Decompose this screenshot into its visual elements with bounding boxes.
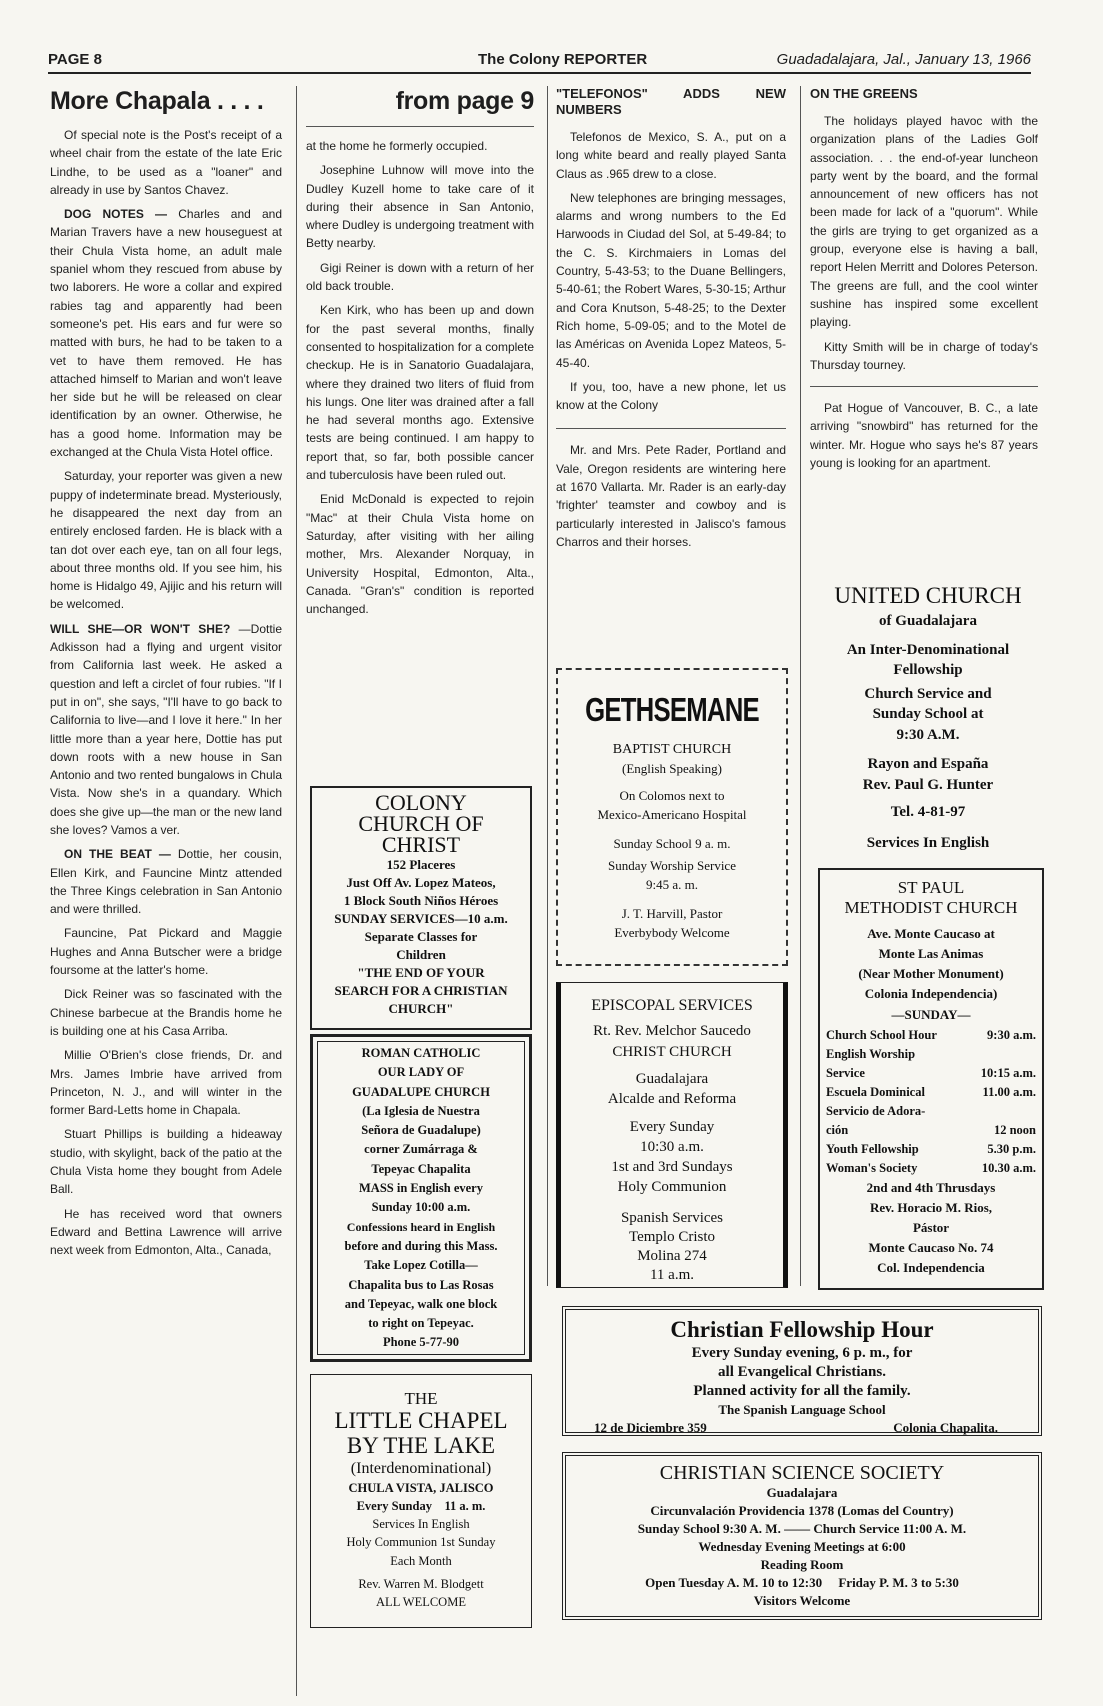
ad-line: The Spanish Language School	[718, 1402, 886, 1417]
subhead: ON THE BEAT —	[64, 847, 171, 862]
paragraph-text: —Dottie Adkisson had a flying and urgent visitor from California last week. He asked a question and left a circlet of four rubies. "If I put in on", she says, "I'll have to go back to California to live—and I love it here." In her little more than a year here, Dottie has put down roots with a new house in San Antonio and two rented bungalows in Chula Vista. Now she's in a quandary. Which does she give up—the man or the new land she loves? Vamos a ver.	[50, 621, 282, 837]
schedule-name: Service	[826, 1066, 865, 1080]
paragraph: Enid McDonald is expected to rejoin "Mac" at their Chula Vista home on Saturday, after visiting with her ailing mother, Mrs. Alexander Norquay, in University Hospital, Edmonton, Alta., Canada. "Gran's" condition is reported unchanged.	[306, 492, 534, 617]
ad-line: "THE END OF YOUR	[357, 965, 485, 980]
ad-title: THE	[404, 1389, 438, 1408]
ad-line: Colonia Independencia)	[864, 986, 998, 1001]
ad-line: Every Sunday 11 a. m.	[356, 1499, 486, 1513]
schedule-name: Youth Fellowship	[826, 1142, 919, 1156]
ad-line: Spanish Services	[620, 1210, 724, 1226]
paragraph-will-she	[50, 620, 282, 840]
schedule-row	[826, 1121, 1036, 1140]
schedule-time: 11.00 a.m.	[982, 1085, 1036, 1099]
paragraph: at the home he formerly occupied.	[306, 139, 488, 153]
paragraph-text: Dottie, her cousin, Ellen Kirk, and Fauncine Mintz attended the Three Kings celebration in San Antonio and were thrilled.	[50, 847, 282, 917]
ad-line: CHRIST CHURCH	[612, 1044, 732, 1060]
headline-from-page-9: from page 9	[395, 87, 534, 115]
ad-line: and Tepeyac, walk one block	[344, 1296, 498, 1311]
schedule-row	[826, 1045, 1036, 1064]
ad-st-paul-methodist	[818, 868, 1044, 1290]
ad-line: Services In English	[372, 1517, 470, 1531]
paragraph: Stuart Phillips is building a hideaway studio, with skylight, back of the patio at the Chula Vista home they bought from Adele Ball.	[50, 1127, 282, 1197]
ad-title: LITTLE CHAPEL	[334, 1408, 508, 1433]
ad-line: Reading Room	[760, 1557, 844, 1572]
ad-line: ROMAN CATHOLIC	[361, 1046, 481, 1060]
ad-line: Alcalde and Reforma	[607, 1091, 737, 1107]
ad-line: Children	[396, 947, 446, 962]
paragraph: Pat Hogue of Vancouver, B. C., a late arriving "snowbird" has returned for the winter. Mr. Hogue who says he's 87 years young is looking for an apartment.	[810, 401, 1038, 471]
ad-address: Colonia Chapalita.	[893, 1420, 998, 1435]
schedule-name: Escuela Dominical	[826, 1085, 925, 1099]
ad-line: Tel. 4-81-97	[890, 804, 966, 820]
ad-roman-catholic	[310, 1034, 532, 1362]
ad-line: Sunday Worship Service	[608, 858, 736, 873]
ad-line: corner Zumárraga &	[364, 1142, 478, 1157]
subhead: DOG NOTES —	[64, 207, 168, 222]
ad-line: EPISCOPAL SERVICES	[591, 997, 753, 1014]
ad-line: Señora de Guadalupe)	[361, 1123, 481, 1138]
schedule-name: Servicio de Adora-	[826, 1104, 926, 1118]
schedule-row	[826, 1064, 1036, 1083]
ad-line: Rayon and España	[867, 756, 989, 772]
ad-line: before and during this Mass.	[344, 1238, 498, 1253]
subhead-on-the-greens: ON THE GREENS	[810, 86, 918, 101]
ad-line: Phone 5-77-90	[382, 1335, 460, 1350]
ad-line: Fellowship	[893, 662, 963, 678]
paragraph-dog-notes	[50, 205, 282, 461]
ad-line: all Evangelical Christians.	[718, 1364, 886, 1380]
ad-line: Col. Independencia	[877, 1260, 985, 1275]
ad-line: 9:45 a. m.	[646, 877, 698, 892]
ad-address: 12 de Diciembre 359	[594, 1420, 707, 1435]
subhead-telefonos: "TELEFONOS" ADDS NEW NUMBERS	[556, 86, 786, 117]
dateline: Guadadalajara, Jal., January 13, 1966	[776, 51, 1031, 68]
ad-line: BAPTIST CHURCH	[612, 742, 732, 757]
ad-line: 1 Block South Niños Héroes	[343, 893, 499, 908]
ad-line: 11 a.m.	[649, 1267, 695, 1283]
ad-line: (Interdenominational)	[350, 1460, 492, 1477]
page-number: PAGE 8	[48, 51, 102, 68]
ad-line: Templo Cristo	[628, 1229, 716, 1245]
ad-line: Sunday School at	[872, 706, 984, 722]
ad-line: Take Lopez Cotilla—	[364, 1258, 478, 1273]
ad-line: Open Tuesday A. M. 10 to 12:30 Friday P. M. 3 to 5:30	[645, 1575, 959, 1590]
paragraph: If you, too, have a new phone, let us know at the Colony	[556, 379, 786, 413]
ad-title: METHODIST CHURCH	[844, 898, 1018, 917]
ad-line: Sunday School 9:30 A. M. —— Church Service 11:00 A. M.	[637, 1521, 967, 1536]
ad-line: Pástor	[912, 1220, 950, 1235]
ad-title: GETHSEMANE	[585, 691, 759, 728]
ad-line: Separate Classes for	[364, 929, 478, 944]
ad-line: J. T. Harvill, Pastor	[621, 906, 723, 921]
ad-line: to right on Tepeyac.	[368, 1316, 474, 1331]
ad-title: of Guadalajara	[879, 613, 977, 629]
paragraph: Millie O'Brien's close friends, Dr. and Mrs. James Imbrie have arrived from Princeton, N. J., and will winter in the former Bard-Letts home in Chapala.	[50, 1048, 282, 1118]
ad-line: Every Sunday evening, 6 p. m., for	[691, 1345, 913, 1361]
paragraph: Dick Reiner was so fascinated with the Chinese barbecue at the Brandis home he is building one at his Casa Arriba.	[50, 987, 282, 1038]
paragraph-text: Charles and and Marian Travers have a new houseguest at their Chula Vista home, an adult male spaniel whom they rescued from abuse by two laborers. He wore a collar and expired rabies tag and apparently had been someone's pet. His ears and fur were so matted with burs, he had to be taken to a vet to have them removed. He has attached himself to Marian and won't leave her side but he will be released on clear identification by an owner. Otherwise, he has a good home. Information may be exchanged at the Chula Vista Hotel office.	[50, 207, 282, 460]
ad-title: Christian Fellowship Hour	[670, 1317, 934, 1342]
column-4	[810, 86, 1038, 478]
ad-line: Services In English	[866, 835, 990, 851]
schedule-time: 10.30 a.m.	[981, 1161, 1036, 1175]
ad-line: On Colomos next to	[619, 788, 725, 803]
rule	[556, 428, 786, 429]
ad-line: Molina 274	[637, 1248, 707, 1264]
ad-line: MASS in English every	[359, 1181, 483, 1196]
ad-line: Visitors Welcome	[753, 1593, 851, 1608]
ad-line: ALL WELCOME	[376, 1595, 466, 1609]
ad-line: Monte Las Animas	[878, 946, 984, 961]
paragraph: Mr. and Mrs. Pete Rader, Portland and Vale, Oregon residents are wintering here at 1670 Vallarta. Mr. Rader is an early-day 'frighter' teamster and cowboy and is particularly interested in Jalisco's famous Charros and their horses.	[556, 443, 786, 549]
schedule-name: Woman's Society	[826, 1161, 918, 1175]
ad-line: Mexico-Americano Hospital	[597, 807, 747, 822]
schedule-name: Church School Hour	[826, 1028, 937, 1042]
rule	[810, 386, 1038, 387]
ad-line: Wednesday Evening Meetings at 6:00	[698, 1539, 906, 1554]
ad-line: GUADALUPE CHURCH	[352, 1084, 490, 1099]
schedule-list	[820, 1026, 1042, 1178]
schedule-row	[826, 1102, 1036, 1121]
ad-little-chapel	[310, 1374, 532, 1628]
paper-name: The Colony REPORTER	[478, 51, 648, 68]
ad-line: Planned activity for all the family.	[693, 1383, 911, 1399]
paragraph: Of special note is the Post's receipt of a wheel chair from the estate of the late Eric Lindhe, to be used as a "loaner" and already in use by Santos Chavez.	[50, 128, 282, 197]
ad-episcopal	[556, 982, 788, 1288]
ad-line: Everbybody Welcome	[614, 925, 730, 940]
ad-line: SEARCH FOR A CHRISTIAN	[334, 983, 508, 998]
ad-christian-fellowship-hour	[562, 1306, 1042, 1436]
ad-line: 10:30 a.m.	[640, 1139, 704, 1155]
ad-line: (Near Mother Monument)	[858, 966, 1004, 981]
ad-line: Tepeyac Chapalita	[371, 1161, 471, 1176]
ad-line: Every Sunday	[629, 1119, 715, 1135]
ad-united-church	[818, 576, 1038, 858]
schedule-name: ción	[826, 1123, 849, 1137]
ad-line: Rev. Paul G. Hunter	[862, 777, 994, 793]
ad-line: 9:30 A.M.	[896, 727, 960, 743]
paragraph: Telefonos de Mexico, S. A., put on a long white beard and really played Santa Claus as .965 drew to a close.	[556, 130, 786, 181]
ad-line: Sunday 10:00 a.m.	[371, 1200, 471, 1215]
schedule-row	[826, 1159, 1036, 1178]
masthead	[48, 48, 1031, 74]
ad-line: Rev. Horacio M. Rios,	[869, 1200, 993, 1215]
ad-title: BY THE LAKE	[346, 1433, 496, 1458]
ad-line: Circunvalación Providencia 1378 (Lomas del Country)	[650, 1503, 954, 1518]
ad-line: —SUNDAY—	[891, 1007, 971, 1022]
ad-line: Each Month	[390, 1554, 452, 1568]
ad-line: Sunday School 9 a. m.	[613, 836, 731, 851]
column-rule	[547, 86, 548, 1286]
paragraph: Gigi Reiner is down with a return of her old back trouble.	[306, 260, 534, 294]
schedule-row	[826, 1083, 1036, 1102]
ad-title: UNITED CHURCH	[834, 583, 1022, 608]
column-rule	[296, 86, 297, 1696]
ad-title: COLONY	[375, 790, 467, 815]
column-2	[306, 86, 534, 624]
ad-line: 1st and 3rd Sundays	[611, 1159, 733, 1175]
ad-line: (English Speaking)	[621, 761, 722, 776]
paragraph: He has received word that owners Edward and Bettina Lawrence will arrive next week from Edmonton, Alta., Canada,	[50, 1206, 282, 1258]
schedule-name: English Worship	[826, 1047, 916, 1061]
paragraph: Kitty Smith will be in charge of today's Thursday tourney.	[810, 339, 1038, 372]
ad-title: CHRISTIAN SCIENCE SOCIETY	[659, 1462, 945, 1484]
ad-line: Guadalajara	[766, 1485, 838, 1500]
paragraph: Fauncine, Pat Pickard and Maggie Hughes and Anna Butscher were a bridge foursome at the latter's home.	[50, 926, 282, 978]
ad-line: Rt. Rev. Melchor Saucedo	[593, 1023, 751, 1039]
ad-line: OUR LADY OF	[377, 1065, 465, 1080]
ad-line: Chapalita bus to Las Rosas	[348, 1277, 494, 1292]
ad-title: CHURCH OF	[358, 811, 484, 836]
ad-line: CHURCH"	[388, 1001, 454, 1016]
subhead: WILL SHE—OR WON'T SHE?	[50, 621, 231, 636]
paragraph: New telephones are bringing messages, alarms and wrong numbers to the Ed Harwoods in Ciudad del Sol, at 5-49-84; to the C. S. Kirchmaiers in Lomas del Country, 5-43-53; to the Duane Bellingers, 5-40-61; the Robert Wares, 5-30-15; Arthur and Cora Knutson, 5-48-25; to the Dexter Rich home, 5-09-05; and to the Motel de las Américas on Avenida Lopez Mateos, 5-45-40.	[556, 190, 786, 370]
ad-line: An Inter-Denominational	[846, 642, 1010, 658]
ad-inner-frame	[317, 1041, 525, 1355]
ad-line: Church Service and	[864, 686, 992, 702]
paragraph: Josephine Luhnow will move into the Dudley Kuzell home to take care of it during their absence in San Antonio, where Dudley is undergoing treatment with Betty nearby.	[306, 163, 534, 251]
headline-more-chapala: More Chapala . . . .	[50, 87, 264, 115]
ad-line: 152 Placeres	[386, 857, 456, 872]
column-3	[556, 86, 786, 557]
ad-line: Ave. Monte Caucaso at	[867, 926, 995, 941]
ad-line: Holy Communion 1st Sunday	[346, 1535, 496, 1549]
ad-line: (La Iglesia de Nuestra	[362, 1103, 480, 1118]
ad-line: CHULA VISTA, JALISCO	[348, 1481, 494, 1495]
column-1	[50, 86, 282, 1266]
ad-address-row	[566, 1419, 1038, 1437]
ad-gethsemane	[556, 668, 788, 966]
ad-line: Rev. Warren M. Blodgett	[358, 1577, 484, 1591]
schedule-time: 12 noon	[993, 1123, 1036, 1137]
paragraph-on-the-beat	[50, 845, 282, 918]
ad-line: Monte Caucaso No. 74	[868, 1240, 994, 1255]
ad-title: ST PAUL	[897, 878, 965, 897]
schedule-time: 9:30 a.m.	[987, 1028, 1036, 1042]
ad-line: 2nd and 4th Thrusdays	[866, 1180, 996, 1195]
ad-line: Confessions heard in English	[346, 1219, 496, 1234]
schedule-row	[826, 1026, 1036, 1045]
paragraph: The holidays played havoc with the organization plans of the Ladies Golf association. . . the end-of-year luncheon party went by the board, and the formal announcement of new officers has not been made for lack of a "quorum". While the girls are trying to get organized as a group, everyone else is having a ball, report Helen Merritt and Dolores Peterson. The greens are full, and the cool winter sushine has inspired some excellent playing.	[810, 114, 1038, 330]
paragraph: Ken Kirk, who has been up and down for the past several months, finally consented to hospitalization for a complete checkup. He is in Sanatorio Guadalajara, where they drained two liters of fluid from his lungs. One liter was drained after a fall he had several months ago. Extensive tests are being continued. I am happy to report that, so far, both possible cancer and tuberculosis have been ruled out.	[306, 303, 534, 483]
column-rule	[800, 86, 801, 1286]
ad-line: SUNDAY SERVICES—10 a.m.	[334, 911, 508, 926]
ad-line: Guadalajara	[635, 1071, 709, 1087]
paragraph: Saturday, your reporter was given a new puppy of indeterminate bread. Mysteriously, he disappeared the next day from an entirely enclosed farden. He is black with a tan dot over each eye, tan on all four legs, about three months old. If you see him, his home is Hidalgo 49, Ajijic and his return will be welcomed.	[50, 469, 282, 612]
ad-line: Just Off Av. Lopez Mateos,	[346, 875, 496, 890]
ad-line: Holy Communion	[617, 1179, 727, 1195]
rule	[306, 126, 534, 127]
schedule-time: 10:15 a.m.	[980, 1066, 1036, 1080]
ad-christian-science-society	[562, 1452, 1042, 1620]
ad-colony-church-of-christ	[310, 786, 532, 1030]
schedule-row	[826, 1140, 1036, 1159]
schedule-time: 5.30 p.m.	[987, 1142, 1036, 1156]
ad-title: CHRIST	[381, 832, 461, 857]
